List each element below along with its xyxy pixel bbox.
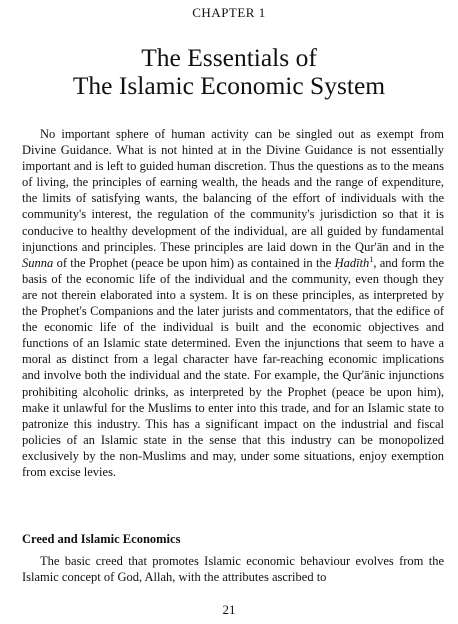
chapter-title (0, 44, 458, 100)
chapter-title-line-1: The Essentials of (141, 43, 317, 72)
sunna-term: Sunna (22, 255, 54, 270)
paragraph-1-text-part-1: No important sphere of human activity can be singled out as exempt from Divine Guidance. What is not hinted at in the Divine Guidance is not essentially important and is left to guided human discretion. Thus the questions as to the means of living, the principles of earning wealth, the heads and the range of expenditure, the limits of satisfying wants, the balancing of the effort of individuals with the community's interest, the regulation of the community's jurisdiction so that it is conducive to healthy development of the individual, are all guided by fundamental injunctions and principles. These principles are laid down in the Qur'ān and in the (22, 127, 444, 254)
hadith-term: Ḥadīth (334, 255, 370, 270)
footnote-reference: 1 (369, 254, 374, 264)
paragraph-1-text-part-3: , and form the basis of the economic life of the individual and the community, even though they are not therein elaborated into a system. It is on these principles, as interpreted by the Prophet's Companions and the later jurists and commentators, that the edifice of the economic life of the individual is built and the economic objectives and functions of an Islamic state determined. Even the injunctions that seem to have a moral as distinct from a legal character have far-reaching economic implications and involve both the individual and the state. For example, the Qur'ānic injunctions prohibiting alcoholic drinks, as interpreted by the Prophet (peace be upon him), make it unlawful for the Muslims to enter into this trade, and for an Islamic state to patronize this industry. This has a significant impact on the industrial and fiscal policies of an Islamic state in the sense that this industry can be monopolized exclusively by the non-Muslims and may, under some situations, enjoy exemption from excise levies. (22, 255, 444, 479)
section-heading: Creed and Islamic Economics (22, 532, 181, 546)
body-paragraph-2: The basic creed that promotes Islamic economic behaviour evolves from the Islamic concept of God, Allah, with the attributes ascribed to (22, 554, 444, 585)
chapter-title-line-2: The Islamic Economic System (72, 71, 386, 100)
page-number: 21 (222, 602, 236, 617)
body-paragraph-1 (22, 126, 444, 480)
paragraph-1-text-part-2: of the Prophet (peace be upon him) as contained in the (53, 255, 335, 270)
chapter-label: CHAPTER 1 (192, 5, 266, 20)
